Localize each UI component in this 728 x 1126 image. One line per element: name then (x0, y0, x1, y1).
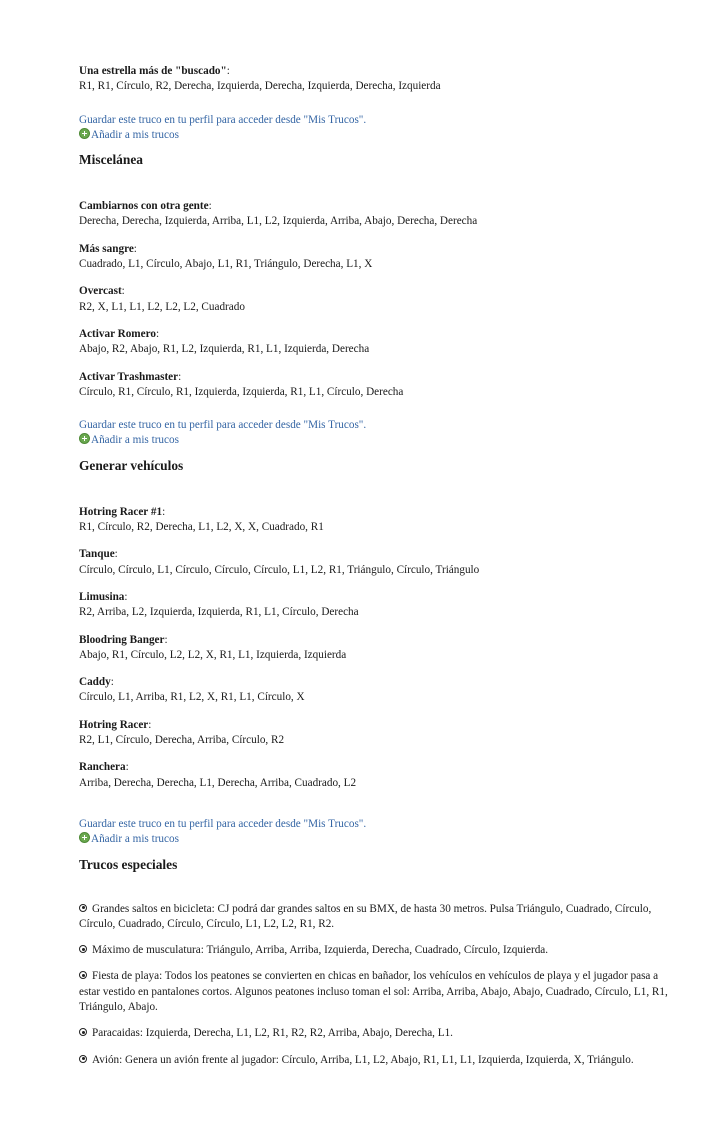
cheat-entry (79, 547, 669, 578)
bullet-icon (79, 904, 87, 912)
section-title-vehicles: Generar vehículos (79, 457, 184, 473)
cheat-colon: : (155, 327, 160, 340)
cheat-code: R2, L1, Círculo, Derecha, Arriba, Círculo, R2 (79, 734, 285, 747)
cheat-entry (79, 327, 669, 358)
special-cheat-text: Máximo de musculatura: Triángulo, Arriba, Arriba, Izquierda, Derecha, Cuadrado, Círculo, Izquierda. (92, 944, 549, 957)
cheat-colon: : (178, 370, 182, 383)
special-cheat-text: Grandes saltos en bicicleta: CJ podrá dar grandes saltos en su BMX, de hasta 30 metros. Pulsa Triángulo, Cuadrado, Círculo, Círculo, Cuadrado, Círculo, Círculo, L1, L2, L2, R1, R2. (79, 902, 652, 930)
cheat-name: Limusina (79, 590, 125, 603)
add-to-my-cheats-link[interactable] (79, 433, 669, 448)
cheat-name: Cambiarnos con otra gente (79, 200, 209, 213)
cheat-colon: : (148, 718, 152, 731)
cheat-code: R1, R1, Círculo, R2, Derecha, Izquierda, Derecha, Izquierda, Derecha, Izquierda (79, 80, 441, 93)
special-cheat-text: Paracaidas: Izquierda, Derecha, L1, L2, R1, R2, R2, Arriba, Abajo, Derecha, L1. (92, 1027, 453, 1040)
special-cheat-text: Fiesta de playa: Todos los peatones se convierten en chicas en bañador, los vehículos en vehículos de playa y el jugador pasa a estar vestido en pantalones cortos. Algunos peatones incluso toman el sol: Arriba, Arriba, Abajo, Abajo, Cuadrado, Círculo, L1, R1, Triángulo, Abajo. (79, 970, 668, 1013)
cheat-entry (79, 242, 669, 273)
save-cheat-link[interactable]: Guardar este truco en tu perfil para acceder desde "Mis Trucos". (79, 113, 367, 126)
cheat-colon: : (226, 65, 230, 77)
section-title-misc: Miscelánea (79, 152, 143, 168)
cheat-code: Abajo, R2, Abajo, R1, L2, Izquierda, R1, L1, Izquierda, Derecha (79, 343, 370, 356)
cheat-colon: : (164, 633, 168, 646)
cheat-code: Abajo, R1, Círculo, L2, L2, X, R1, L1, Izquierda, Izquierda (79, 648, 347, 661)
bullet-icon (79, 1055, 87, 1063)
add-link-label: Añadir a mis trucos (91, 833, 179, 846)
add-icon (79, 128, 90, 139)
cheat-entry (79, 590, 669, 621)
cheat-entry (79, 199, 669, 230)
cheat-colon: : (125, 761, 129, 774)
list-item (79, 943, 669, 958)
cheat-colon: : (208, 200, 212, 213)
cheat-code: Círculo, R1, Círculo, R1, Izquierda, Izquierda, R1, L1, Círculo, Derecha (79, 385, 404, 398)
add-to-my-cheats-link[interactable] (79, 128, 669, 143)
list-item (79, 902, 669, 933)
cheat-entry (79, 370, 669, 401)
add-icon (79, 433, 90, 444)
cheat-colon: : (124, 590, 128, 603)
cheat-entry (79, 675, 669, 706)
cheat-name: Hotring Racer #1 (79, 505, 163, 518)
section-title-special: Trucos especiales (79, 856, 178, 872)
cheat-code: Círculo, Círculo, L1, Círculo, Círculo, Círculo, L1, L2, R1, Triángulo, Círculo, Triángulo (79, 563, 480, 576)
bullet-icon (79, 945, 87, 953)
cheat-code: Cuadrado, L1, Círculo, Abajo, L1, R1, Triángulo, Derecha, L1, X (79, 258, 373, 271)
list-item (79, 1026, 669, 1041)
add-link-label: Añadir a mis trucos (91, 434, 179, 447)
save-cheat-link[interactable]: Guardar este truco en tu perfil para acceder desde "Mis Trucos". (79, 419, 367, 432)
cheat-name: Activar Trashmaster (79, 370, 179, 383)
cheat-code: Derecha, Derecha, Izquierda, Arriba, L1, L2, Izquierda, Arriba, Abajo, Derecha, Derecha (79, 215, 478, 228)
cheat-code: R2, Arriba, L2, Izquierda, Izquierda, R1, L1, Círculo, Derecha (79, 606, 359, 619)
cheat-name: Tanque (79, 548, 115, 561)
special-cheats-list (79, 902, 669, 1068)
section-body-misc (79, 199, 669, 400)
save-block (79, 113, 669, 144)
cheat-colon: : (133, 242, 137, 255)
cheat-colon: : (114, 548, 118, 561)
cheat-entry (79, 64, 669, 95)
cheat-colon: : (110, 676, 114, 689)
cheat-name: Overcast (79, 285, 122, 298)
save-block (79, 817, 669, 848)
special-cheat-text: Avión: Genera un avión frente al jugador: Círculo, Arriba, L1, L2, Abajo, R1, L1, L1, Izquierda, Izquierda, X, Triángulo. (92, 1053, 634, 1066)
cheat-name: Ranchera (79, 761, 126, 774)
cheat-code: Círculo, L1, Arriba, R1, L2, X, R1, L1, Círculo, X (79, 691, 305, 704)
cheat-code: R1, Círculo, R2, Derecha, L1, L2, X, X, Cuadrado, R1 (79, 521, 324, 534)
list-item (79, 1053, 669, 1068)
cheat-name: Activar Romero (79, 327, 156, 340)
add-to-my-cheats-link[interactable] (79, 832, 669, 847)
cheat-name: Más sangre (79, 242, 134, 255)
cheat-name: Bloodring Banger (79, 633, 165, 646)
bullet-icon (79, 1028, 87, 1036)
cheat-name: Hotring Racer (79, 718, 149, 731)
cheat-code: Arriba, Derecha, Derecha, L1, Derecha, Arriba, Cuadrado, L2 (79, 776, 357, 789)
cheat-code: R2, X, L1, L1, L2, L2, L2, Cuadrado (79, 300, 245, 313)
cheat-colon: : (121, 285, 125, 298)
cheat-colon: : (162, 505, 166, 518)
cheat-entry (79, 633, 669, 664)
cheat-entry (79, 760, 669, 791)
cheat-entry (79, 718, 669, 749)
section-body-vehicles (79, 505, 669, 791)
cheat-entry (79, 505, 669, 536)
bullet-icon (79, 971, 87, 979)
list-item (79, 969, 669, 1015)
cheat-name: Caddy (79, 676, 111, 689)
cheat-entry (79, 284, 669, 315)
save-block (79, 418, 669, 449)
add-icon (79, 832, 90, 843)
save-cheat-link[interactable]: Guardar este truco en tu perfil para acceder desde "Mis Trucos". (79, 817, 367, 830)
cheat-name: Una estrella más de "buscado" (79, 65, 227, 77)
document-content (79, 64, 669, 1068)
add-link-label: Añadir a mis trucos (91, 128, 179, 141)
